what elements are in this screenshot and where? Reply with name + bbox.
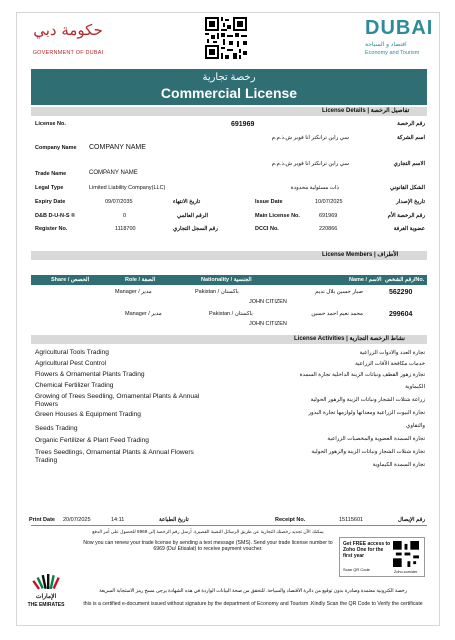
- col-person-no: رقم الشخص/No.: [385, 277, 425, 283]
- license-details-label: License Details: [322, 108, 366, 114]
- uae-logo-english: THE EMIRATES: [27, 602, 65, 608]
- activity-item: Chemical Fertilizer Trading: [35, 382, 114, 389]
- activity-item: Trees Seedlings, Ornamental Plants & Annual Flowers Trading: [35, 449, 194, 464]
- activity-item: Agricultural Pest Control: [35, 360, 107, 367]
- dubai-logo-english: Economy and Tourism: [365, 50, 420, 56]
- activity-item: Agricultural Tools Trading: [35, 349, 109, 356]
- zoho-promo-text: Get FREE access to Zoho One for the first year: [343, 541, 391, 559]
- government-of-dubai-logo: [27, 19, 109, 69]
- expiry-date-arabic: تاريخ الانتهاء: [173, 199, 201, 205]
- license-activities-title: License Activities | نشاط الرخصة التجارية: [289, 335, 427, 344]
- activity-item-arabic: تجارة زهور القطف ونباتات الزينة الداخلية تجارة السمدة: [299, 372, 425, 378]
- license-details-label-ar: تفاصيل الرخصة: [370, 108, 410, 114]
- zoho-scan-text: Scan QR Code: [343, 567, 370, 572]
- dcci-arabic: عضوية الغرفة: [393, 226, 425, 232]
- col-nationality: Nationality / الجنسية: [201, 277, 252, 283]
- gov-logo-arabic: حكومة دبي: [33, 21, 103, 39]
- member-person-no: 299604: [389, 311, 413, 318]
- receipt-no-arabic: رقم الإيصال: [397, 517, 425, 523]
- members-table-header: [31, 275, 427, 285]
- license-no-arabic: رقم الرخصة: [397, 121, 425, 127]
- zoho-qr-code-icon[interactable]: [393, 541, 419, 567]
- company-name-label: Company Name: [35, 145, 77, 151]
- renew-notice-english: Now you can renew your trade license by sending a text message (SMS). Send your trade license number to 6969 (Du/ Etisalat) to receive payment voucher.: [83, 540, 333, 552]
- qr-code-icon: [205, 17, 247, 59]
- member-name-arabic: صبار حسين بلال نديم: [315, 289, 363, 295]
- print-date-arabic: تاريخ الطباعة: [159, 517, 189, 523]
- register-no-label: Register No.: [35, 226, 68, 232]
- register-no-value: 1118700: [115, 226, 136, 232]
- dubai-economy-logo: [357, 17, 437, 65]
- issue-date-label: Issue Date: [255, 199, 283, 205]
- col-share: Share / الحصص: [51, 277, 90, 283]
- zoho-url-text: Zoho.com/der: [394, 570, 418, 574]
- license-members-title: License Members | الأطراف: [317, 251, 427, 260]
- activity-item: Green Houses & Equipment Trading: [35, 411, 141, 418]
- license-members-bar: [31, 251, 331, 260]
- activity-item-arabic: والتقاوي: [406, 423, 425, 429]
- col-name: Name / الاسم: [349, 277, 382, 283]
- license-no-label: License No.: [35, 121, 66, 127]
- license-details-title: License Details | تفاصيل الرخصة: [317, 107, 427, 116]
- member-name: JOHN CITIZEN: [249, 321, 287, 327]
- dcci-label: DCCI No.: [255, 226, 279, 232]
- dubai-logo-word: DUBAI: [365, 17, 434, 39]
- license-activities-bar: [31, 335, 301, 344]
- member-nationality: Pakistan / باكستان: [195, 289, 239, 295]
- member-nationality: Pakistan / باكستان: [209, 311, 253, 317]
- footer-divider: [31, 525, 427, 526]
- duns-label: D&B D-U-N-S ®: [35, 213, 76, 219]
- col-role: Role / الصفة: [125, 277, 156, 283]
- activity-item: Growing of Trees Seedling, Ornamental Plants & Annual Flowers: [35, 393, 200, 408]
- legal-type-arabic-label: الشكل القانوني: [390, 185, 425, 191]
- receipt-no-label: Receipt No.: [275, 517, 306, 523]
- member-name: JOHN CITIZEN: [249, 299, 287, 305]
- license-members-label-ar: الأطراف: [377, 252, 399, 258]
- legal-type-arabic-value: ذات مسئولية محدودة: [290, 185, 339, 191]
- renew-notice-arabic: يمكنك الآن تجديد رخصتك التجارية عن طريق الرسائل النصية القصيرة. أرسل رقم الرخصة إلى 6969 للحصول على أمر الدفع: [92, 529, 324, 534]
- trade-name-arabic-label: الاسم التجاري: [393, 161, 425, 167]
- license-page: [16, 12, 440, 626]
- main-license-label: Main License No.: [255, 213, 300, 219]
- trade-name-arabic-value: سي راين ترانكتر انا فوبر ش.ذ.م.م: [271, 161, 349, 167]
- member-person-no: 562290: [389, 289, 413, 296]
- uae-logo-arabic: الإمارات: [35, 594, 57, 600]
- trade-name-value: COMPANY NAME: [89, 170, 138, 176]
- activity-item-arabic: تجارة السمدة الكيماوية: [372, 462, 425, 468]
- gov-logo-latin: GOVERNMENT OF DUBAI: [32, 50, 104, 56]
- license-details-bar: [31, 107, 331, 116]
- certified-notice-english: this is a certified e-document issued without signature by the department of Economy and Tourism .Kindly Scan the QR Code to Verify the certificate: [83, 601, 423, 607]
- duns-value: 0: [123, 213, 127, 219]
- main-license-value: 691969: [319, 213, 338, 219]
- issue-date-value: 10/07/2025: [315, 199, 343, 205]
- dcci-value: 220866: [319, 226, 338, 232]
- activity-item-arabic: تجارة البيوت الزراعية ومعداتها ولوازمها تجارة البذور: [308, 410, 425, 416]
- activity-item-arabic: زراعة شتلات الشجار ونباتات الزينة والزهور الحولية: [310, 397, 425, 403]
- license-no-value: 691969: [231, 121, 255, 128]
- license-members-label: License Members: [322, 252, 373, 258]
- company-name-value: COMPANY NAME: [89, 144, 146, 151]
- legal-type-label: Legal Type: [35, 185, 64, 191]
- dubai-logo-arabic: اقتصاد و السياحة: [365, 42, 407, 48]
- expiry-date-value: 09/07/2035: [105, 199, 133, 205]
- activity-item-arabic: تجارة شتلات الشجار ونباتات الزينة والزهور الحولية: [311, 449, 425, 455]
- issue-date-arabic: تاريخ الإصدار: [396, 199, 425, 205]
- company-name-arabic-value: سي راين ترانكتر انا فوبر ش.ذ.م.م: [271, 135, 349, 141]
- legal-type-value: Limited Liability Company(LLC): [89, 185, 166, 191]
- title-english: Commercial License: [160, 85, 298, 101]
- activity-item-arabic: الكيماوية: [405, 384, 425, 390]
- activity-item: Organic Fertilizer & Plant Feed Trading: [35, 437, 149, 444]
- register-no-arabic: رقم السجل التجاري: [173, 226, 218, 232]
- main-license-arabic: رقم الرخصة الأم: [387, 213, 425, 219]
- activity-item-arabic: خدمات مكافحة الآفات الزراعية: [355, 361, 425, 367]
- activity-item: Flowers & Ornamental Plants Trading: [35, 371, 145, 378]
- expiry-date-label: Expiry Date: [35, 199, 66, 205]
- title-arabic: رخصة تجارية: [202, 72, 256, 83]
- member-role: Manager / مدير: [115, 289, 152, 295]
- receipt-no-value: 15115601: [339, 517, 364, 523]
- activity-item: Seeds Trading: [35, 425, 78, 432]
- activity-item-arabic: تجارة السمدة العضوية والمخصبات الزراعية: [327, 436, 425, 442]
- license-activities-label-ar: نشاط الرخصة التجارية: [349, 336, 405, 342]
- print-time-value: 14:11: [111, 517, 125, 523]
- title-band: [31, 69, 427, 105]
- member-role: Manager / مدير: [125, 311, 162, 317]
- trade-name-label: Trade Name: [35, 171, 67, 177]
- print-date-value: 20/07/2025: [63, 517, 91, 523]
- duns-arabic: الرقم العالمي: [177, 213, 209, 219]
- print-date-label: Print Date: [29, 517, 55, 523]
- member-name-arabic: محمد نعيم احمد حسين: [311, 311, 363, 317]
- certified-notice-arabic: رخصة الكترونية معتمدة وصادرة بدون توقيع من دائرة الاقتصاد والسياحة. للتحقق من صحة البيانات الواردة في هذه الشهادة يرجى مسح رمز الاستجابة السريعة: [99, 589, 407, 594]
- license-activities-label: License Activities: [294, 336, 345, 342]
- activity-item-arabic: تجارة العدد والادوات الزراعية: [359, 350, 425, 356]
- company-name-arabic-label: اسم الشركة: [396, 135, 425, 141]
